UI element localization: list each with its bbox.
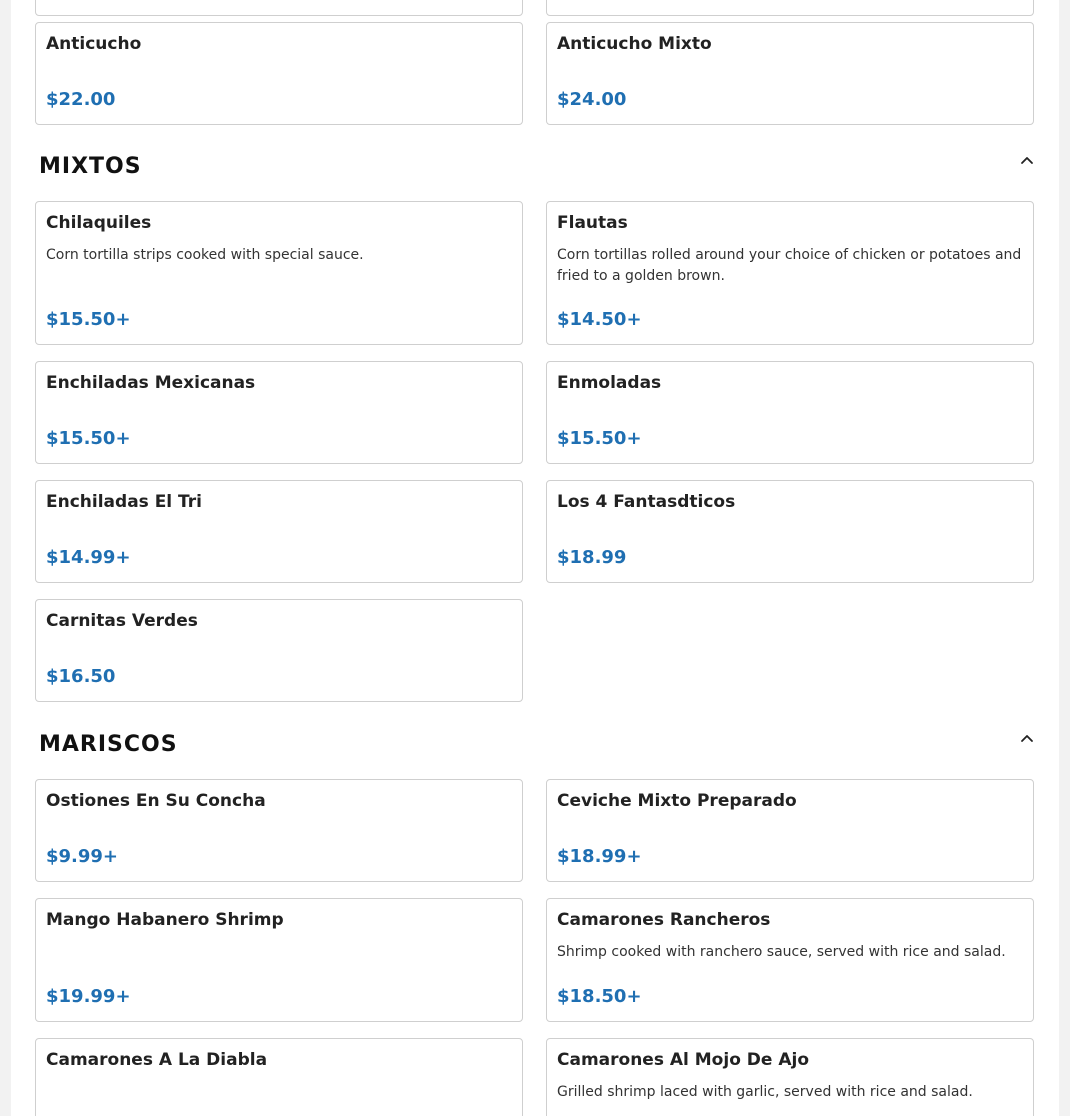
menu-item-card[interactable] xyxy=(35,22,523,125)
menu-page xyxy=(11,0,1059,1116)
item-description: Corn tortilla strips cooked with special sauce. xyxy=(46,247,364,263)
menu-item-card[interactable] xyxy=(546,22,1034,125)
item-price: $16.50 xyxy=(46,666,116,687)
chevron-up-icon[interactable] xyxy=(1019,730,1035,746)
menu-item-card[interactable] xyxy=(546,201,1034,345)
menu-item-card[interactable] xyxy=(35,779,523,882)
section-grid-mariscos xyxy=(35,779,1034,1116)
section-header-mariscos[interactable] xyxy=(39,724,1035,764)
menu-item-card[interactable] xyxy=(35,0,523,16)
previous-section-grid xyxy=(35,22,1034,125)
item-description: Corn tortillas rolled around your choice of chicken or potatoes and fried to a golden brown. xyxy=(557,247,1022,284)
previous-row xyxy=(35,0,1034,16)
item-price: $22.00 xyxy=(46,89,116,110)
item-name: Camarones A La Diabla xyxy=(46,1050,268,1070)
item-price: $14.50+ xyxy=(557,309,642,330)
section-title: MARISCOS xyxy=(39,731,178,757)
section-header-mixtos[interactable] xyxy=(39,146,1035,186)
item-price: $18.99+ xyxy=(557,846,642,867)
menu-item-card[interactable] xyxy=(35,898,523,1022)
menu-item-card[interactable] xyxy=(546,480,1034,583)
item-name: Ceviche Mixto Preparado xyxy=(557,791,797,811)
item-price: $18.50+ xyxy=(557,986,642,1007)
menu-item-card[interactable] xyxy=(35,201,523,345)
item-price: $18.99 xyxy=(557,547,627,568)
item-price: $15.50+ xyxy=(46,428,131,449)
item-price: $14.99+ xyxy=(46,547,131,568)
item-name: Mango Habanero Shrimp xyxy=(46,910,284,930)
item-name: Anticucho xyxy=(46,34,142,54)
item-price: $24.00 xyxy=(557,89,627,110)
item-price: $15.50+ xyxy=(557,428,642,449)
item-name: Flautas xyxy=(557,213,628,233)
item-name: Enmoladas xyxy=(557,373,662,393)
menu-item-card[interactable] xyxy=(35,1038,523,1116)
item-name: Enchiladas Mexicanas xyxy=(46,373,256,393)
chevron-up-icon[interactable] xyxy=(1019,152,1035,168)
menu-item-card[interactable] xyxy=(35,599,523,702)
item-name: Camarones Rancheros xyxy=(557,910,771,930)
item-name: Camarones Al Mojo De Ajo xyxy=(557,1050,810,1070)
item-description: Shrimp cooked with ranchero sauce, served with rice and salad. xyxy=(557,944,1006,960)
menu-item-card[interactable] xyxy=(546,361,1034,464)
item-name: Anticucho Mixto xyxy=(557,34,712,54)
item-name: Chilaquiles xyxy=(46,213,152,233)
menu-item-card[interactable] xyxy=(546,0,1034,16)
item-description: Grilled shrimp laced with garlic, served with rice and salad. xyxy=(557,1084,973,1100)
section-title: MIXTOS xyxy=(39,153,142,179)
menu-item-card[interactable] xyxy=(546,1038,1034,1116)
item-name: Carnitas Verdes xyxy=(46,611,198,631)
menu-item-card[interactable] xyxy=(546,898,1034,1022)
item-price: $15.50+ xyxy=(46,309,131,330)
item-name: Ostiones En Su Concha xyxy=(46,791,266,811)
item-price: $9.99+ xyxy=(46,846,119,867)
menu-item-card[interactable] xyxy=(35,480,523,583)
menu-item-card[interactable] xyxy=(546,779,1034,882)
menu-item-card[interactable] xyxy=(35,361,523,464)
section-grid-mixtos xyxy=(35,201,1034,702)
item-name: Enchiladas El Tri xyxy=(46,492,202,512)
item-price: $19.99+ xyxy=(46,986,131,1007)
item-name: Los 4 Fantasdticos xyxy=(557,492,736,512)
